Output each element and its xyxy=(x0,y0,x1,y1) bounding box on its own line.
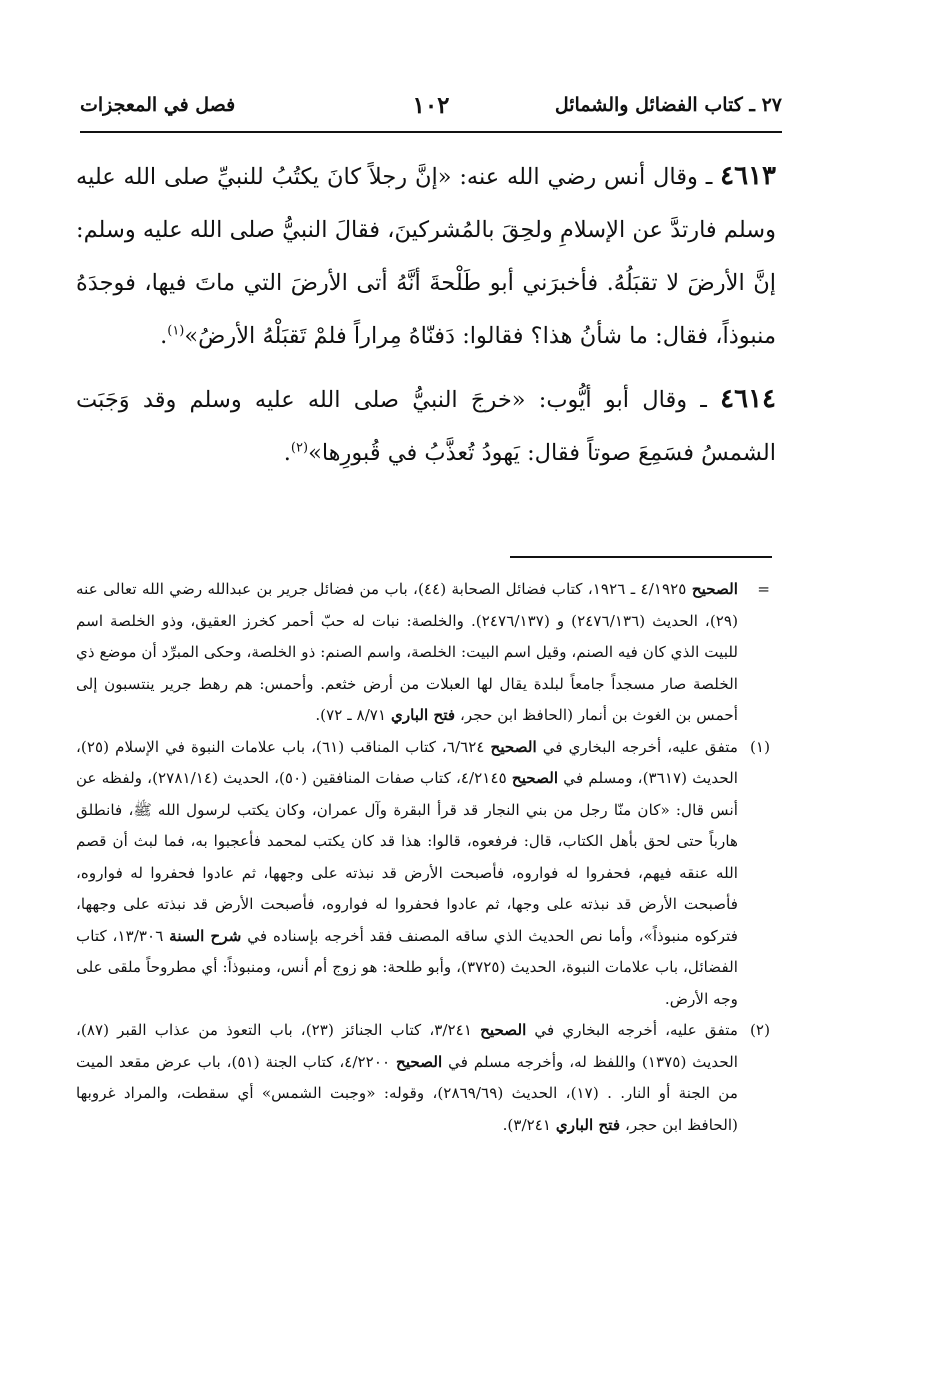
footnote-text: ٤/٢١٤٥، كتاب صفات المنافقين (٥٠)، الحديث (٢٧٨١/١٤)، ولفظه عن أنس قال: «كان منّا رجل من بني النجار قد قرأ البقرة وآل عمران، وكان يكتب لرسول الله ﷺ، فانطلق هارباً حتى لحق بأهل الكتاب، قال: فرفعوه، قالوا: هذا قد كان يكتب لمحمد فأعجبوا به، فما لبث أن قصم الله عنقه فيهم، فحفروا له فواروه، فأصبحت الأرض قد نبذته على وجهها، ثم عادوا فحفروا له فواروه، فأصبحت الأرض قد نبذته على وجها، ثم عادوا فحفروا له فواروه، فأصبحت الأرض قد نبذته على وجهها، فتركوه منبوذاً»، وأما نص الحديث الذي ساقه المصنف فقد أخرجه بإسناده في xyxy=(76,769,739,945)
footnote-bold: الصحيح xyxy=(490,737,537,756)
footnote-text: ٣/٢٤١). xyxy=(502,1115,556,1134)
footnote-text: ٤/١٩٢٥ ـ ١٩٢٦، كتاب فضائل الصحابة (٤٤)، باب من فضائل جرير بن عبدالله رضي الله تعالى عنه (٢٩)، الحديث (٢٤٧٦/١٣٦) و (٢٤٧٦/١٣٧). والخلصة: نبات له حبّ أحمر كخرز العقيق، وذو الخلصة اسم للبيت الذي كان فيه الصنم، وقيل اسم البيت: الخلصة، واسم الصنم: ذو الخلصة، وحكى المبرِّد أن موضع ذي الخلصة صار مسجداً جامعاً لبلدة يقال لها العبلات من أرض خثعم. وأحمس: هم رهط جرير ينتسبون إلى أحمس بن الغوث بن أنمار (الحافظ ابن حجر، xyxy=(76,580,739,724)
footnote-bold: الصحيح xyxy=(511,769,559,787)
footnote-text: متفق عليه، أخرجه البخاري في xyxy=(536,737,738,756)
section-title: فصل في المعجزات xyxy=(80,94,236,116)
footnote-text: ٤/٢٢٠٠، كتاب الجنة (٥١)، باب عرض مقعد الميت من الجنة أو النار. . (١٧)، الحديث (٢٨٦٩/٦٩)، وقوله: «وجبت الشمس» أي سقطت، والمراد غروبها (الحافظ ابن حجر، xyxy=(76,1052,738,1134)
footnotes xyxy=(76,574,776,1141)
footnote-mark: = xyxy=(757,580,770,598)
hadith-number: ٤٦١٤ xyxy=(720,384,776,414)
hadith-dash: ـ xyxy=(697,164,721,190)
footnote-text: ٣/٢٤١، كتاب الجنائز (٢٣)، باب التعوذ من عذاب القبر (٨٧)، الحديث (١٣٧٥) واللفظ له، وأخرجه مسلم في xyxy=(76,1021,739,1071)
hadith-end: . xyxy=(160,323,168,349)
hadith-text: وقال أنس رضي الله عنه: «إنَّ رجلاً كانَ يكتُبُ للنبيِّ صلى الله عليه وسلم فارتدَّ عن الإسلامِ ولحِقَ بالمُشركينَ، فقالَ النبيُّ صلى الله عليه وسلم: إنَّ الأرضَ لا تقبَلُهُ. فأخبرَني أبو طَلْحةَ أنَّهُ أتى الأرضَ التي ماتَ فيها، فوجدَهُ منبوذاً، فقال: ما شأنُ هذا؟ فقالوا: دَفنّاهُ مِراراً فلمْ تَقبَلْهُ الأرضُ» xyxy=(76,164,776,349)
footnote-bold: الصحيح xyxy=(691,580,739,598)
footnote-separator xyxy=(510,556,772,558)
footnote-bold: الصحيح xyxy=(396,1052,443,1071)
chapter-title: ٢٧ ـ كتاب الفضائل والشمائل xyxy=(554,94,782,116)
running-header xyxy=(80,92,782,128)
footnote-mark: (٢) xyxy=(749,1021,770,1039)
footnote-text: ٨/٧١ ـ ٧٢). xyxy=(315,706,391,724)
footnote-ref: (٢) xyxy=(290,440,309,456)
footnote-text: ٦/٦٢٤، كتاب المناقب (٦١)، باب علامات النبوة في الإسلام (٢٥)، الحديث (٣٦١٧)، ومسلم في xyxy=(76,737,738,787)
hadith-4614 xyxy=(76,373,776,480)
footnote-2 xyxy=(76,1015,776,1141)
footnote-text: ١٣/٣٠٦، كتاب الفضائل، باب علامات النبوة، الحديث (٣٧٢٥)، وأبو طلحة: هو زوج أم أنس، ومنبوذاً: أي مطروحاً ملقى على وجه الأرض. xyxy=(76,926,738,1008)
hadith-end: . xyxy=(283,440,291,466)
footnote-bold: الصحيح xyxy=(480,1021,527,1039)
footnote-ref: (١) xyxy=(167,323,185,339)
hadith-4613 xyxy=(76,150,776,363)
footnote-bold: فتح الباري xyxy=(390,706,456,724)
footnote-mark: (١) xyxy=(749,737,770,756)
footnote-bold: شرح السنة xyxy=(169,926,242,945)
footnote-1 xyxy=(76,732,776,1016)
footnote-continuation xyxy=(76,574,776,732)
footnote-bold: فتح الباري xyxy=(555,1115,621,1134)
main-text xyxy=(76,150,776,490)
page-number: ١٠٢ xyxy=(412,92,450,119)
hadith-number: ٤٦١٣ xyxy=(720,161,776,191)
hadith-text: وقال أبو أيُّوب: «خرجَ النبيُّ صلى الله عليه وسلم وقد وَجَبَت الشمسُ فسَمِعَ صوتاً فقال: يَهودُ تُعذَّبُ في قُبورِها» xyxy=(76,387,776,466)
hadith-dash: ـ xyxy=(687,387,721,413)
header-rule xyxy=(80,131,782,133)
footnote-text: متفق عليه، أخرجه البخاري في xyxy=(526,1021,738,1039)
